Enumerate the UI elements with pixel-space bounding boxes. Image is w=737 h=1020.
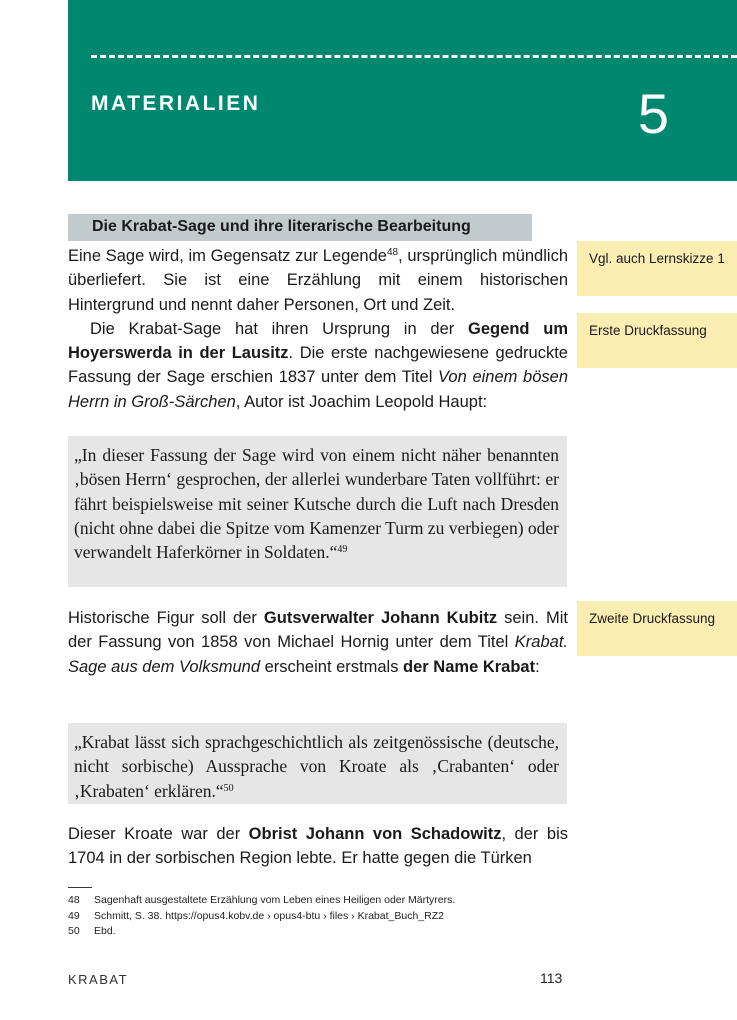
footnote: 49 Schmitt, S. 38. https://opus4.kobv.de › opus4-btu › files › Krabat_Buch_RZ2 bbox=[68, 909, 444, 922]
paragraph-1: Eine Sage wird, im Gegensatz zur Legende$^{48}$, ursprünglich mündlich überliefert. Sie ist eine Erzählung mit einem historischen Hintergrund und nennt daher Personen, Ort und Zeit. bbox=[68, 247, 568, 314]
footnote-divider bbox=[68, 887, 92, 888]
section-heading bbox=[68, 214, 532, 241]
quote-2: „Krabat lässt sich sprachgeschichtlich als zeitgenössische (deutsche, nicht sorbische) Aussprache von Kroate als ‚Crabanten‘ oder ‚Krabaten‘ erklären.“$^{50}$ bbox=[68, 723, 567, 804]
paragraph-4: Dieser Kroate war der Obrist Johann von Schadowitz, der bis 1704 in der sorbischen Region lebte. Er hatte gegen die Türken bbox=[68, 825, 568, 868]
footnote: 48 Sagenhaft ausgestaltete Erzählung vom Leben eines Heiligen oder Märtyrers. bbox=[68, 894, 456, 906]
footnote: 50 Ebd. bbox=[68, 925, 116, 937]
paragraph-2: Die Krabat-Sage hat ihren Ursprung in der Gegend um Hoyerswerda in der Lausitz. Die erste nachgewiesene gedruckte Fassung der Sage erschien 1837 unter dem Titel Von einem bösen Herrn in Groß-Särchen, Autor ist Joachim Leopold Haupt: bbox=[68, 319, 569, 411]
book-title: KRABAT bbox=[68, 972, 129, 987]
paragraph-3: Historische Figur soll der Gutsverwalter Johann Kubitz sein. Mit der Fassung von 1858 von Michael Hornig unter dem Titel Krabat. Sage aus dem Volksmund erscheint erstmals der Name Krabat: bbox=[68, 609, 568, 676]
footnote-ref-50: 50 bbox=[223, 782, 234, 794]
footnote-ref-48: 48 bbox=[386, 247, 399, 258]
margin-note: Vgl. auch Lernskizze 1 bbox=[577, 241, 737, 296]
chapter-header bbox=[68, 0, 737, 181]
footnote-ref-49: 49 bbox=[337, 544, 348, 556]
margin-note: Zweite Druckfassung bbox=[577, 601, 737, 656]
section-heading-text: Die Krabat-Sage und ihre literarische Bearbeitung bbox=[92, 218, 471, 235]
dashed-rule bbox=[91, 55, 737, 58]
chapter-title: MATERIALIEN bbox=[91, 92, 261, 115]
chapter-number: 5 bbox=[637, 82, 669, 145]
page-number: 113 bbox=[540, 970, 563, 986]
margin-note: Erste Druckfassung bbox=[577, 313, 737, 368]
quote-1: „In dieser Fassung der Sage wird von einem nicht näher benannten ‚bösen Herrn‘ gesprochen, der allerlei wunderbare Taten vollführt: er fährt beispielsweise mit seiner Kutsche durch die Luft nach Dresden (nicht ohne dabei die Spitze vom Kamenzer Turm zu verbiegen) oder verwandelt Haferkörner in Soldaten.“$^{49}$ bbox=[68, 436, 567, 587]
body-text-2 bbox=[68, 606, 568, 679]
body-text-1 bbox=[68, 244, 568, 414]
body-text-3 bbox=[68, 822, 568, 871]
footnotes bbox=[68, 893, 455, 940]
